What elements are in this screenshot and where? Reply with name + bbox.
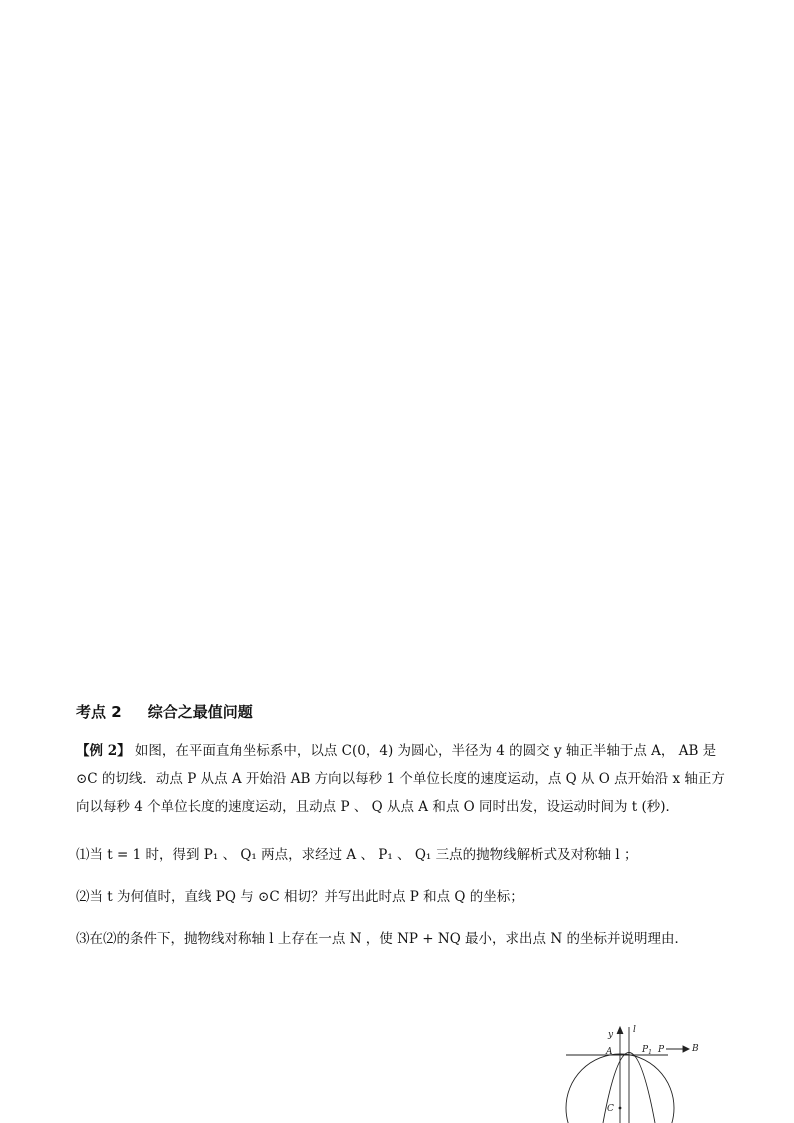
label-p1: $P_1$: [642, 1045, 652, 1056]
label-c: C: [607, 1104, 614, 1114]
section-title: 综合之最值问题: [147, 703, 253, 721]
label-y: y: [608, 1030, 614, 1040]
question-3: ⑶在⑵的条件下，抛物线对称轴 l 上存在一点 N ，使 NP + NQ 最小，求出点 N 的坐标并说明理由．: [76, 931, 688, 947]
section-number: 考点 2: [76, 703, 122, 721]
section-heading: [76, 701, 253, 722]
example-text: 如图，在平面直角坐标系中，以点 C(0，4) 为圆心，半径为 4 的圆交 y 轴正半轴于点 A， AB 是 ⊙C 的切线．动点 P 从点 A 开始沿 AB 方向以每秒 1 个单位长度的速度运动，点 Q 从 O 点开始沿 x 轴正方向以每秒 4 个单位长度的速度运动，且动点 P 、 Q 从点 A 和点 O 同时出发，设运动时间为 t (秒)．: [76, 743, 725, 815]
example-paragraph: [76, 737, 726, 821]
label-p: P: [658, 1045, 665, 1055]
point-c: [619, 1107, 622, 1110]
geometry-figure: [562, 1024, 712, 1123]
question-2: ⑵当 t 为何值时，直线 PQ 与 ⊙C 相切？并写出此时点 P 和点 Q 的坐标；: [76, 889, 524, 905]
example-label: 【例 2】: [76, 743, 131, 759]
motion-arrow-head: [683, 1046, 689, 1052]
label-l: l: [633, 1025, 636, 1035]
question-1: ⑴当 t = 1 时，得到 P₁ 、 Q₁ 两点，求经过 A 、 P₁ 、 Q₁ 三点的抛物线解析式及对称轴 l ；: [76, 847, 638, 863]
label-b: B: [692, 1044, 699, 1054]
label-a: A: [606, 1047, 613, 1057]
y-axis-arrow: [617, 1027, 623, 1034]
